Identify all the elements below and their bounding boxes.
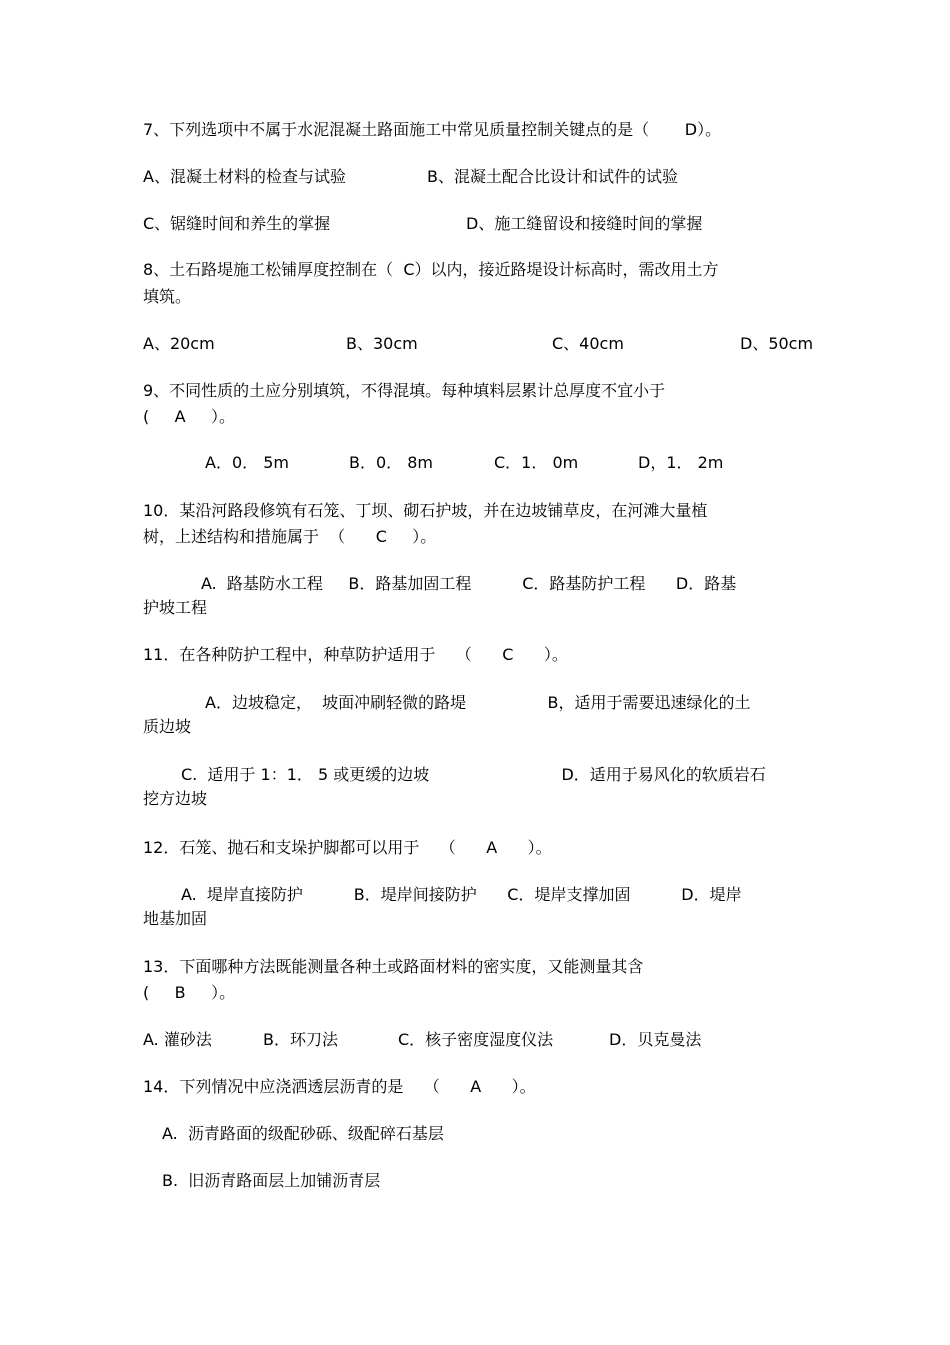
question-7-options-row-2 [0,212,950,236]
question-13-option-d: D．贝克曼法 [609,1030,702,1049]
question-9-option-a: A．0． 5m [205,453,289,472]
question-9-options [0,451,950,475]
question-11-options-c-d-line-1: C. 适用于 1：1． 5 或更缓的边坡 D．适用于易风化的软质岩石 [181,765,766,784]
question-9-option-c: C．1． 0m [494,453,579,472]
question-7-option-c: C、锯缝时间和养生的掌握 [143,214,331,233]
question-12-options-line-2: 地基加固 [143,909,208,928]
question-13-option-b: B．环刀法 [263,1030,338,1049]
question-9-option-d: D，1． 2m [638,453,724,472]
question-11-stem: 11．在各种防护工程中，种草防护适用于 （ C ）。 [143,645,568,664]
question-9-option-b: B．0． 8m [349,453,434,472]
question-11-options-c-d-line-2: 挖方边坡 [143,789,208,808]
question-13-stem-line-1: 13．下面哪种方法既能测量各种土或路面材料的密实度，又能测量其含 [143,957,644,976]
question-7-options-row-1 [0,165,950,189]
question-13-option-c: C．核子密度湿度仪法 [398,1030,554,1049]
question-9-stem-line-1: 9、不同性质的土应分别填筑，不得混填。每种填料层累计总厚度不宜小于 [143,381,666,400]
question-11-options-a-b-line-2: 质边坡 [143,717,192,736]
question-13-option-a: A. 灌砂法 [143,1030,212,1049]
question-10-stem-line-1: 10．某沿河路段修筑有石笼、丁坝、砌石护坡，并在边坡铺草皮，在河滩大量植 [143,501,708,520]
question-7-stem: 7、下列选项中不属于水泥混凝土路面施工中常见质量控制关键点的是（ D）。 [143,120,722,139]
question-13-stem-line-2: ( B ）。 [143,983,236,1002]
question-8-option-a: A、20cm [143,334,215,353]
question-12-options-line-1: A. 堤岸直接防护 B．堤岸间接防护 C．堤岸支撑加固 D．堤岸 [181,885,742,904]
question-14-stem: 14．下列情况中应浇洒透层沥青的是 （ A ）。 [143,1077,536,1096]
question-8-option-d: D、50cm [740,334,814,353]
question-7-option-a: A、混凝土材料的检查与试验 [143,167,346,186]
question-14-option-b: B. 旧沥青路面层上加铺沥青层 [162,1171,381,1190]
question-13-options [0,1028,950,1052]
question-7-option-d: D、施工缝留设和接缝时间的掌握 [466,214,703,233]
question-9-stem-line-2: ( A ）。 [143,407,236,426]
question-10-options-line-2: 护坡工程 [143,598,208,617]
question-8-stem-line-1: 8、土石路堤施工松铺厚度控制在（ C）以内，接近路堤设计标高时，需改用土方 [143,260,719,279]
question-8-option-b: B、30cm [346,334,418,353]
question-11-options-a-b-line-1: A．边坡稳定， 坡面冲刷轻微的路堤 B，适用于需要迅速绿化的土 [205,693,751,712]
question-10-stem-line-2: 树，上述结构和措施属于 （ C ）。 [143,527,437,546]
question-12-stem: 12．石笼、抛石和支垛护脚都可以用于 （ A ）。 [143,838,552,857]
question-7-option-b: B、混凝土配合比设计和试件的试验 [427,167,678,186]
question-8-options [0,332,950,356]
question-14-option-a: A. 沥青路面的级配砂砾、级配碎石基层 [162,1124,444,1143]
question-8-stem-line-2: 填筑。 [143,287,192,306]
question-8-option-c: C、40cm [552,334,624,353]
question-10-options-line-1: A. 路基防水工程 B．路基加固工程 C．路基防护工程 D．路基 [201,574,737,593]
